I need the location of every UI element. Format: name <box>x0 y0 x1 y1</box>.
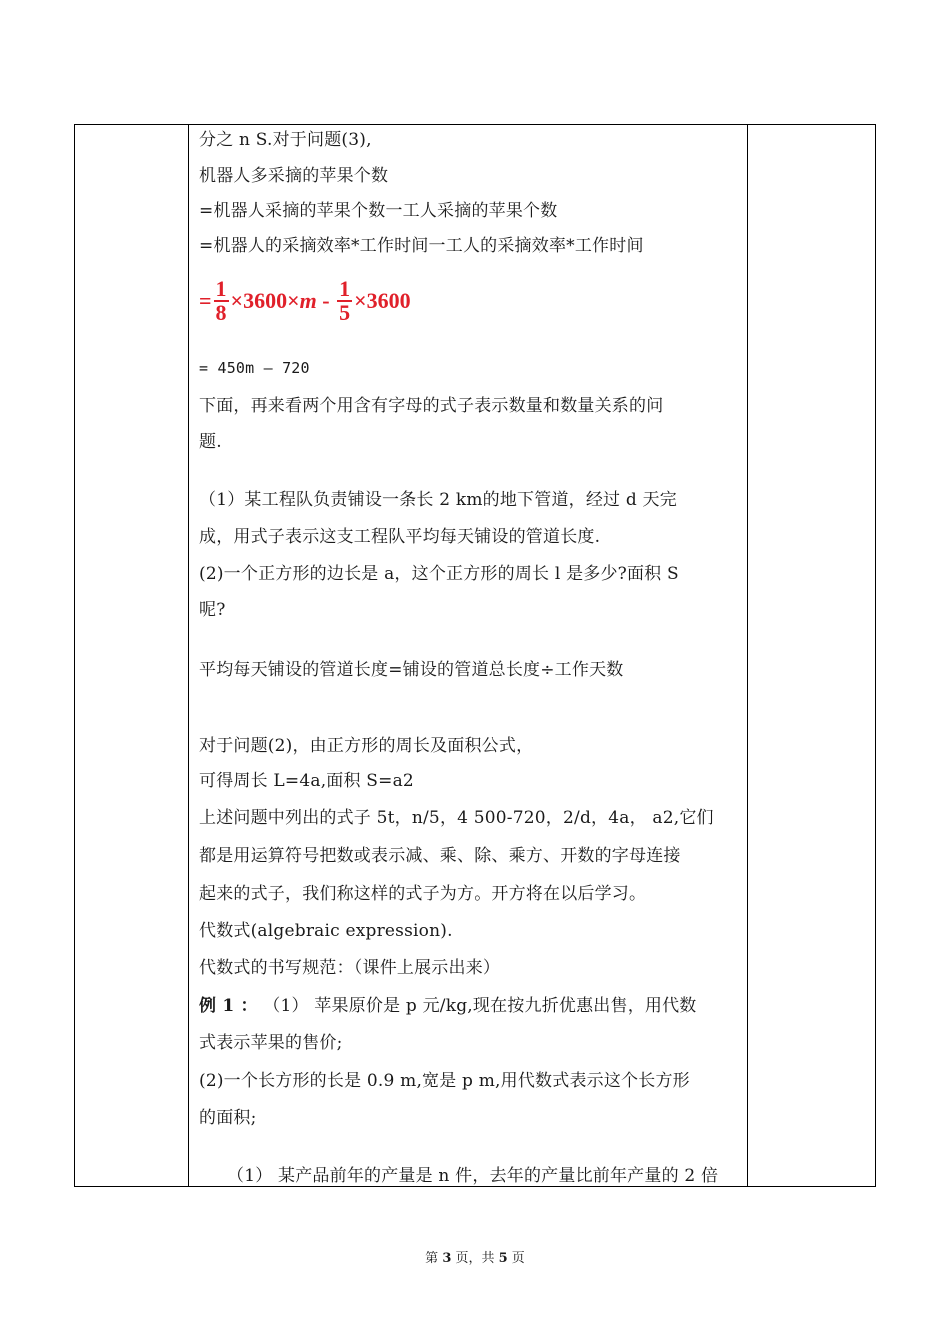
formula <box>199 273 411 329</box>
text-line: 上述问题中列出的式子 5t，n/5，4 500-720，2/d，4a， a2,它们 <box>199 808 714 828</box>
fraction-1 <box>214 278 229 324</box>
fraction-2 <box>337 278 352 324</box>
formula-variable: m <box>299 288 317 313</box>
text-line: 代数式(algebraic expression). <box>199 921 453 941</box>
text-line: 的面积; <box>199 1108 257 1128</box>
text-line: （1） 某产品前年的产量是 n 件，去年的产量比前年产量的 2 倍 <box>227 1166 719 1186</box>
formula-mid: ×3600× <box>230 288 300 313</box>
text-line: 成，用式子表示这支工程队平均每天铺设的管道长度. <box>199 527 601 547</box>
fraction-1-numerator: 1 <box>215 276 227 301</box>
text-line: 代数式的书写规范：（课件上展示出来） <box>199 958 501 978</box>
formula-minus: - <box>316 288 336 313</box>
example-text: （1） 苹果原价是 p 元/kg,现在按九折优惠出售，用代数 <box>263 996 697 1016</box>
text-line: 机器人多采摘的苹果个数 <box>199 166 389 186</box>
text-line: 起来的式子，我们称这样的式子为方。开方将在以后学习。 <box>199 884 647 904</box>
text-line: (2)一个正方形的边长是 a，这个正方形的周长 l 是多少?面积 S <box>199 564 679 584</box>
text-line: 可得周长 L=4a,面积 S=a2 <box>199 771 414 791</box>
text-line: 呢? <box>199 600 226 620</box>
current-page: 3 <box>442 1251 452 1266</box>
lesson-table <box>74 124 876 1187</box>
text-line: （1）某工程队负责铺设一条长 2 km的地下管道，经过 d 天完 <box>199 490 677 510</box>
text-line: =机器人采摘的苹果个数一工人采摘的苹果个数 <box>199 201 558 221</box>
total-pages: 5 <box>498 1251 508 1266</box>
text-line: 分之 n S.对于问题(3), <box>199 130 372 150</box>
fraction-2-denominator: 5 <box>339 300 351 325</box>
right-column <box>747 125 875 1186</box>
text-line: 下面，再来看两个用含有字母的式子表示数量和数量关系的问 <box>199 396 664 416</box>
left-column <box>75 125 189 1186</box>
fraction-1-denominator: 8 <box>215 300 227 325</box>
text-line: 式表示苹果的售价; <box>199 1033 343 1053</box>
fraction-2-numerator: 1 <box>339 276 351 301</box>
formula-tail: ×3600 <box>354 288 411 313</box>
page-footer: 第 3 页，共 5 页 <box>425 1251 525 1266</box>
example-label: 例 1 ： <box>199 996 258 1016</box>
text-line: =机器人的采摘效率*工作时间一工人的采摘效率*工作时间 <box>199 236 644 256</box>
text-line: (2)一个长方形的长是 0.9 m,宽是 p m,用代数式表示这个长方形 <box>199 1071 690 1091</box>
text-line: 都是用运算符号把数或表示减、乘、除、乘方、开数的字母连接 <box>199 846 681 866</box>
text-line <box>199 995 697 1017</box>
formula-eq: = <box>199 288 212 313</box>
text-line: 对于问题(2)，由正方形的周长及面积公式， <box>199 736 534 756</box>
text-line: 题. <box>199 432 222 452</box>
text-line: 平均每天铺设的管道长度=铺设的管道总长度÷工作天数 <box>199 660 624 680</box>
text-line: = 450m – 720 <box>199 359 310 377</box>
